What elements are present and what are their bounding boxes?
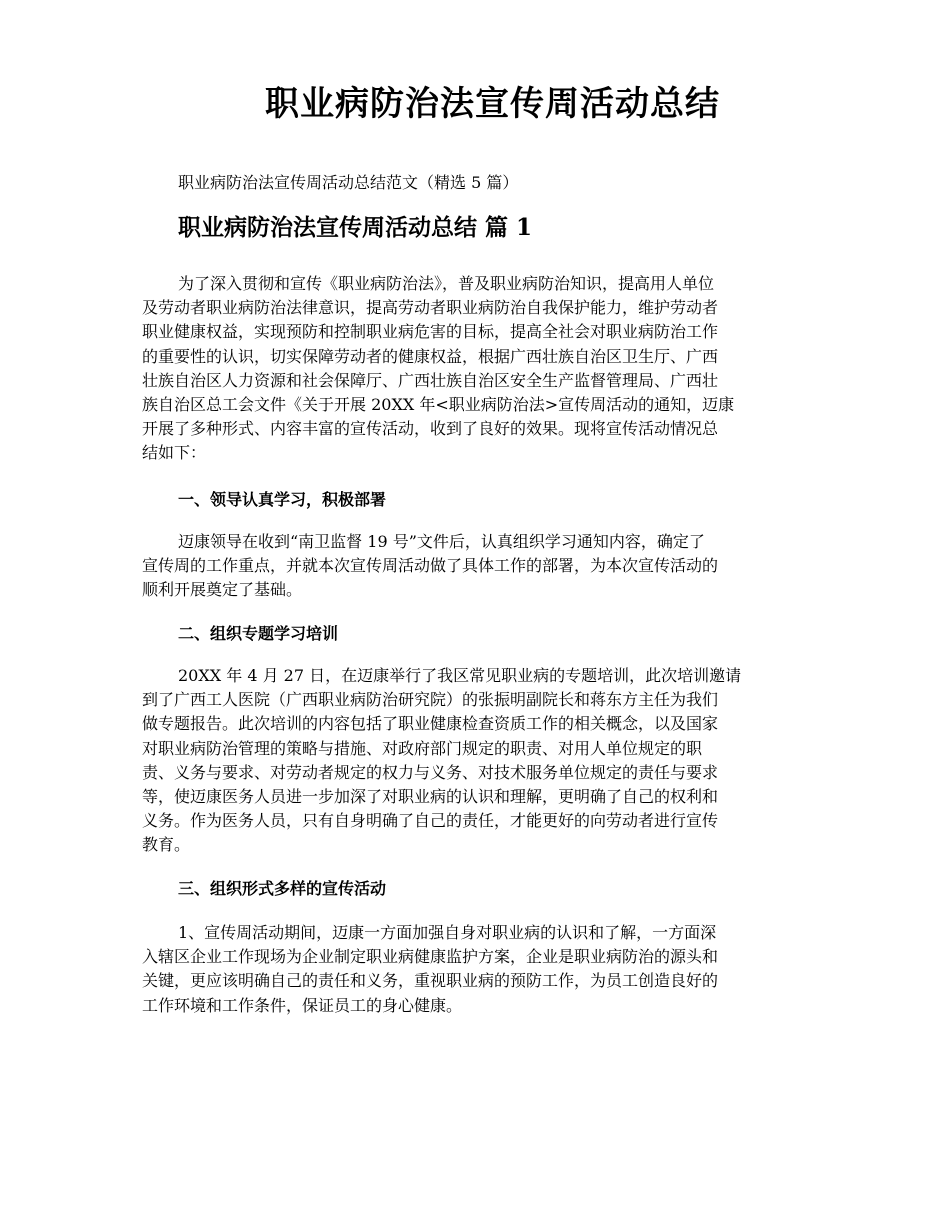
- paragraph-line: 20XX 年 4 月 27 日，在迈康举行了我区常见职业病的专题培训，此次培训邀请: [178, 666, 742, 685]
- paragraph-line: 责、义务与要求、对劳动者规定的权力与义务、对技术服务单位规定的责任与要求: [142, 762, 719, 782]
- intro-line: 结如下：: [142, 443, 207, 463]
- intro-line: 职业健康权益，实现预防和控制职业病危害的目标，提高全社会对职业病防治工作: [142, 322, 719, 342]
- intro-line: 为了深入贯彻和宣传《职业病防治法》，普及职业病防治知识，提高用人单位: [178, 274, 715, 293]
- heading-campaign: 三、组织形式多样的宣传活动: [178, 879, 387, 898]
- paragraph-line: 教育。: [142, 835, 191, 855]
- paragraph-line: 等，使迈康医务人员进一步加深了对职业病的认识和理解，更明确了自己的权利和: [142, 786, 719, 806]
- paragraph-line: 关键，更应该明确自己的责任和义务，重视职业病的预防工作，为员工创造良好的: [142, 971, 719, 991]
- paragraph-campaign: [142, 921, 812, 1018]
- paragraph-training: [142, 664, 812, 858]
- paragraph-line: 顺利开展奠定了基础。: [142, 580, 303, 600]
- intro-paragraph: [142, 272, 812, 466]
- paragraph-line: 对职业病防治管理的策略与措施、对政府部门规定的职责、对用人单位规定的职: [142, 738, 703, 758]
- intro-line: 族自治区总工会文件《关于开展 20XX 年<职业病防治法>宣传周活动的通知，迈康: [142, 394, 735, 414]
- intro-line: 及劳动者职业病防治法律意识，提高劳动者职业病防治自我保护能力，维护劳动者: [142, 298, 719, 318]
- intro-line: 开展了多种形式、内容丰富的宣传活动，收到了良好的效果。现将宣传活动情况总: [142, 419, 719, 439]
- paragraph-line: 宣传周的工作重点，并就本次宣传周活动做了具体工作的部署，为本次宣传活动的: [142, 556, 719, 576]
- paragraph-line: 义务。作为医务人员，只有自身明确了自己的责任，才能更好的向劳动者进行宣传: [142, 811, 719, 831]
- intro-line: 的重要性的认识，切实保障劳动者的健康权益，根据广西壮族自治区卫生厅、广西: [142, 346, 719, 366]
- paragraph-line: 做专题报告。此次培训的内容包括了职业健康检查资质工作的相关概念，以及国家: [142, 714, 719, 734]
- paragraph-line: 入辖区企业工作现场为企业制定职业病健康监护方案，企业是职业病防治的源头和: [142, 947, 719, 967]
- paragraph-line: 迈康领导在收到“南卫监督 19 号”文件后，认真组织学习通知内容，确定了: [178, 532, 705, 551]
- document-title: 职业病防治法宣传周活动总结: [265, 84, 720, 124]
- section-heading: 职业病防治法宣传周活动总结 篇 1: [178, 214, 533, 241]
- heading-training: 二、组织专题学习培训: [178, 624, 339, 643]
- intro-line: 壮族自治区人力资源和社会保障厅、广西壮族自治区安全生产监督管理局、广西壮: [142, 370, 719, 390]
- document-subtitle: 职业病防治法宣传周活动总结范文（精选 5 篇）: [178, 173, 519, 192]
- paragraph-line: 到了广西工人医院（广西职业病防治研究院）的张振明副院长和蒋东方主任为我们: [142, 690, 719, 710]
- paragraph-leadership: [142, 530, 812, 603]
- paragraph-line: 工作环境和工作条件，保证员工的身心健康。: [142, 995, 463, 1015]
- paragraph-line: 1、宣传周活动期间，迈康一方面加强自身对职业病的认识和了解，一方面深: [178, 923, 717, 942]
- heading-leadership: 一、领导认真学习，积极部署: [178, 490, 387, 509]
